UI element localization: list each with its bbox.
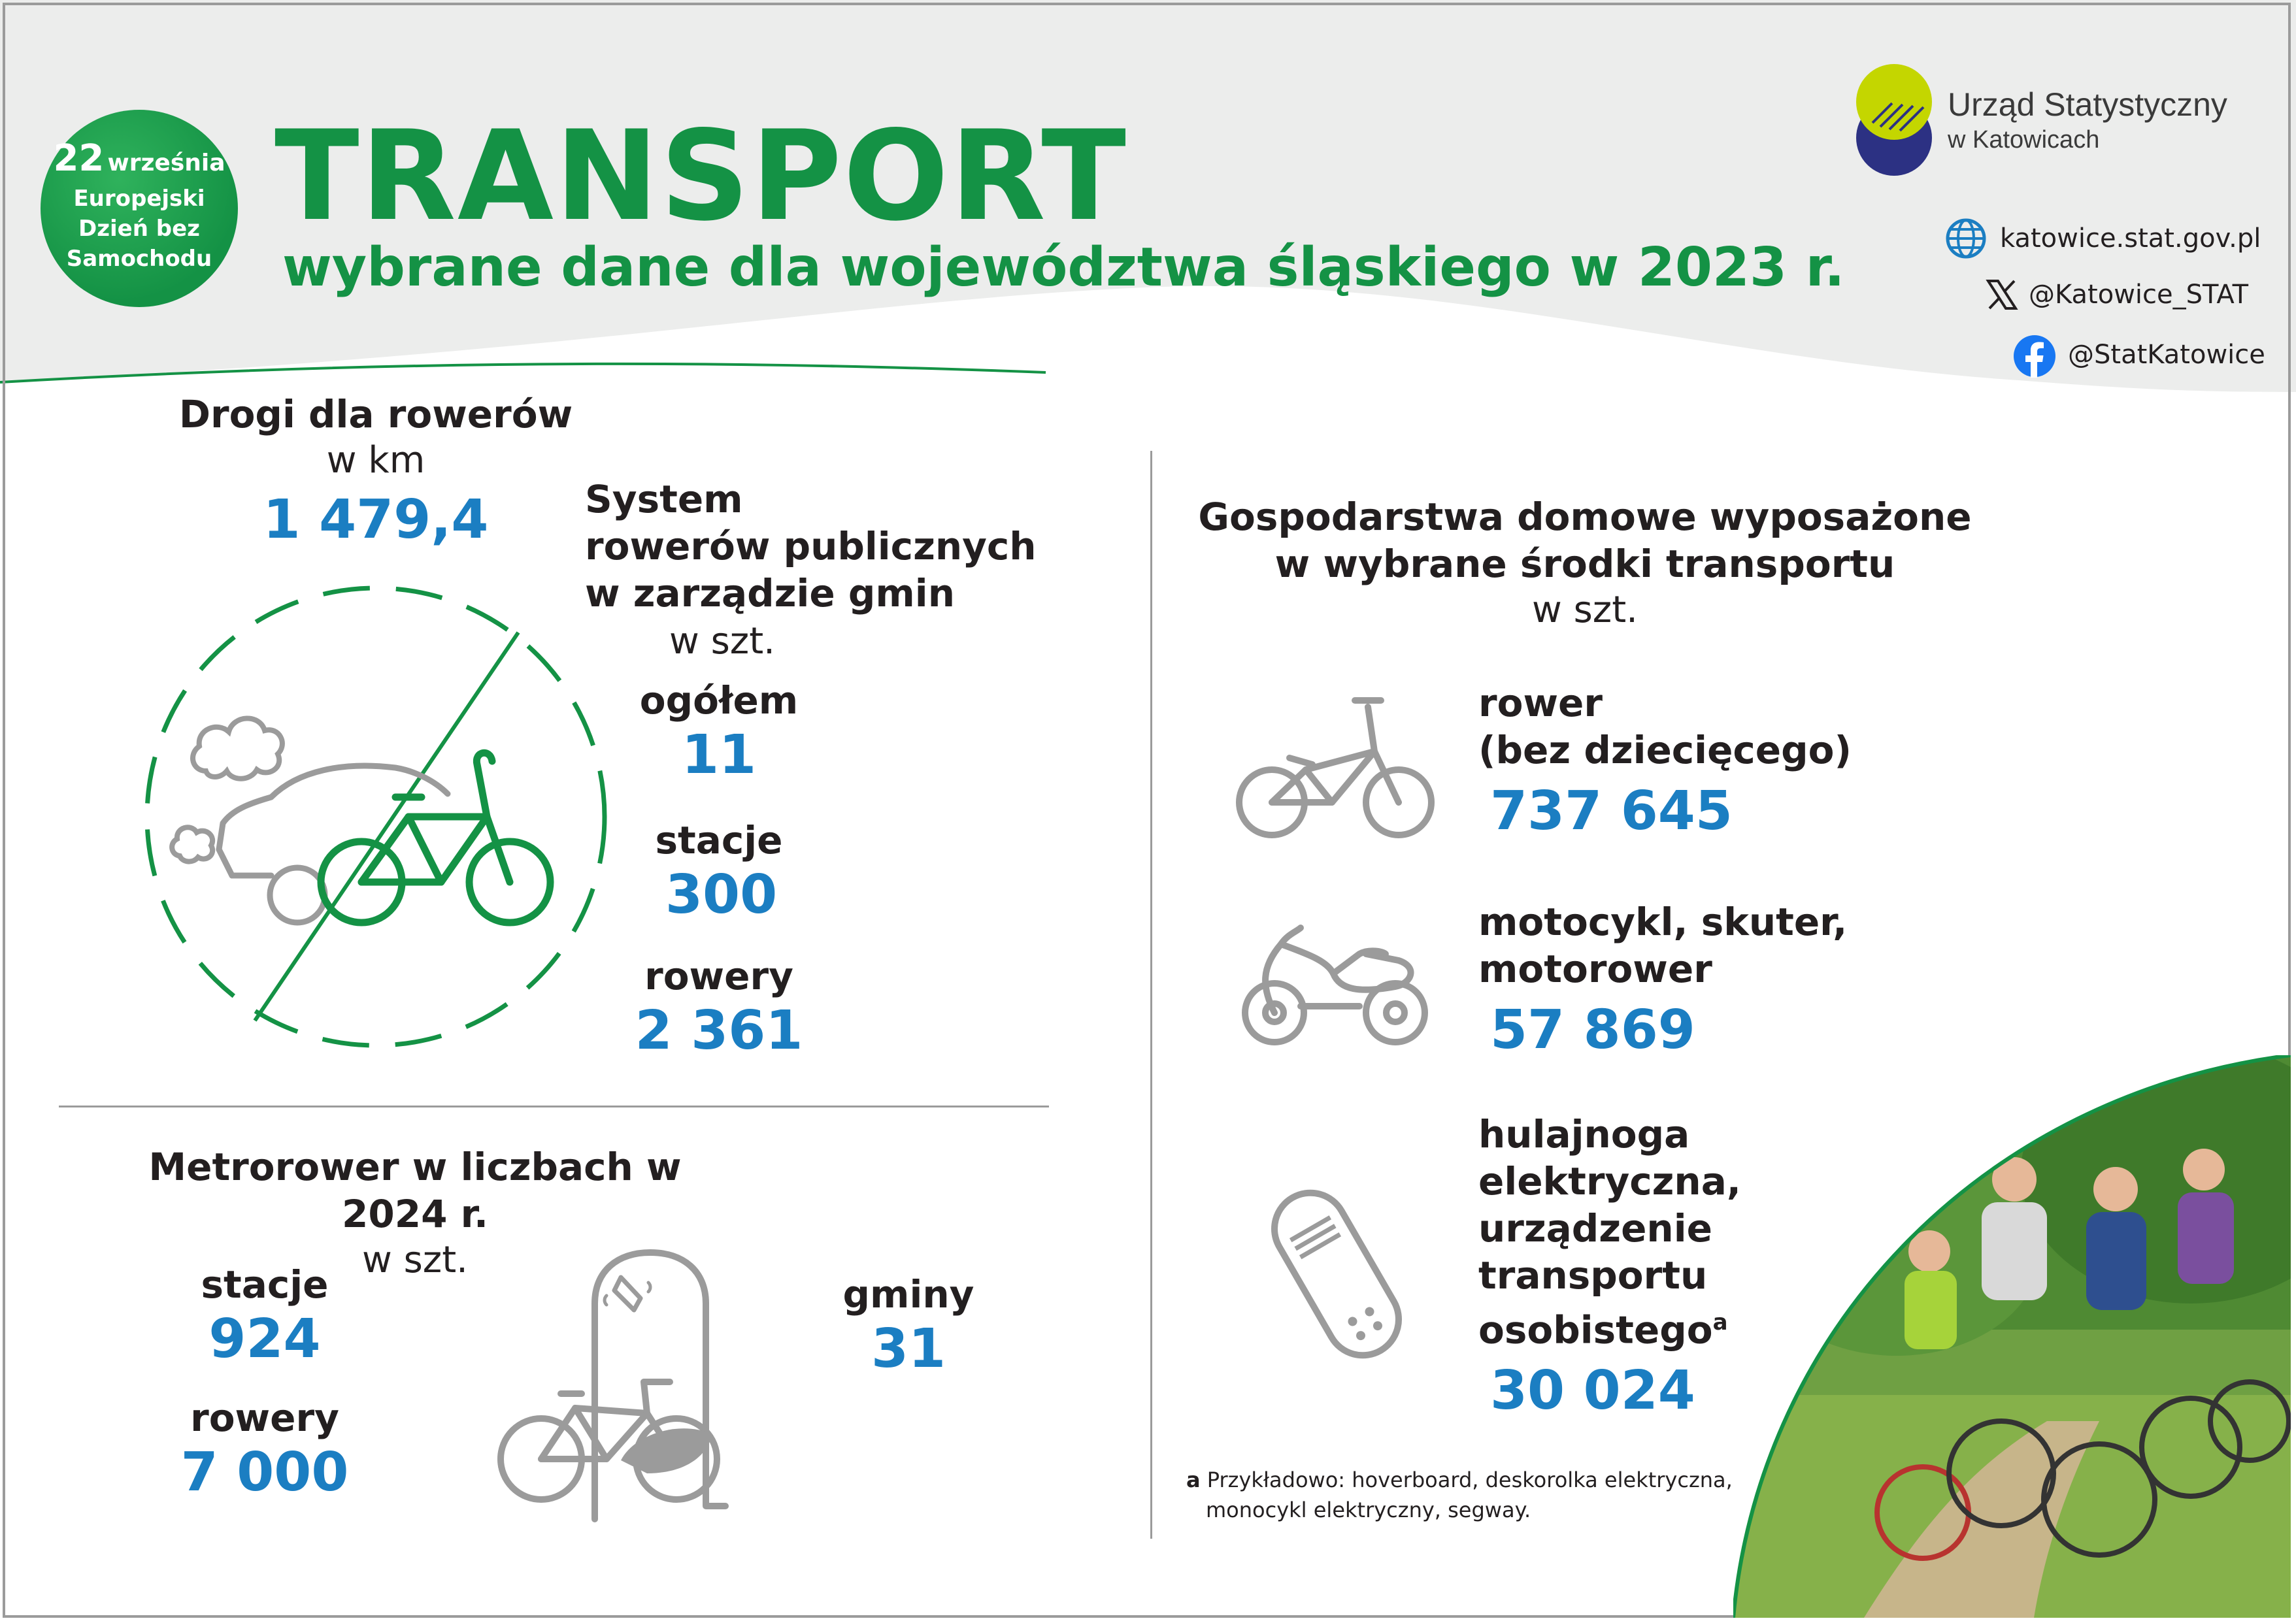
family-cycling-photo bbox=[1733, 1055, 2291, 1618]
footnote-line1-text: Przykładowo: hoverboard, deskorolka elektryczna, bbox=[1206, 1467, 1733, 1492]
households-title-line1: Gospodarstwa domowe wyposażone bbox=[1198, 495, 1972, 539]
scooter-label-line1: hulajnoga bbox=[1478, 1112, 1690, 1156]
bike-roads-title: Drogi dla rowerów bbox=[178, 392, 573, 436]
public-bikes-title-line2: rowerów publicznych bbox=[585, 524, 1037, 568]
public-bikes-stations-value: 300 bbox=[665, 864, 778, 926]
metrorower-bikes-label: rowery bbox=[190, 1396, 339, 1440]
public-bikes-title bbox=[585, 476, 1037, 617]
public-bikes-title-line1: System bbox=[585, 477, 743, 521]
metrorower-municipalities-value: 31 bbox=[871, 1318, 946, 1380]
public-bikes-bikes-value: 2 361 bbox=[635, 1000, 803, 1062]
household-item-motorcycle bbox=[1478, 898, 1847, 1062]
vertical-divider bbox=[1150, 451, 1152, 1539]
no-car-bike-illustration bbox=[134, 575, 618, 1058]
public-bikes-bikes-label: rowery bbox=[644, 954, 793, 998]
bicycle-label-line1: rower bbox=[1478, 681, 1603, 725]
badge-day: 22 bbox=[53, 137, 105, 180]
x-logo-icon[interactable] bbox=[1986, 278, 2018, 311]
household-item-scooter bbox=[1478, 1111, 1741, 1422]
footnote bbox=[1186, 1465, 1733, 1525]
metrorower-bikes bbox=[150, 1394, 379, 1504]
household-item-bicycle bbox=[1478, 680, 1852, 843]
scooter-label-line5-text: osobistego bbox=[1478, 1307, 1713, 1352]
metrorower-municipalities bbox=[797, 1271, 1020, 1381]
households-unit: w szt. bbox=[1532, 589, 1638, 631]
logo-name-line2: w Katowicach bbox=[1948, 126, 2100, 154]
footnote-line2: monocykl elektryczny, segway. bbox=[1206, 1498, 1531, 1522]
bike-roads-section bbox=[176, 391, 575, 551]
badge-line2: Europejski bbox=[73, 186, 205, 212]
public-bikes-bikes bbox=[588, 953, 850, 1062]
public-bikes-stations bbox=[588, 817, 850, 926]
page-title: TRANSPORT bbox=[275, 104, 1127, 248]
facebook-link[interactable]: @StatKatowice bbox=[2068, 340, 2265, 370]
metrorower-stations bbox=[150, 1261, 379, 1371]
badge-month: września bbox=[107, 150, 225, 176]
metrorower-municipalities-label: gminy bbox=[842, 1272, 974, 1317]
scooter-value: 30 024 bbox=[1490, 1360, 1695, 1422]
bike-roads-unit: w km bbox=[326, 439, 425, 482]
motorcycle-label-line1: motocykl, skuter, bbox=[1478, 900, 1848, 944]
metrorower-bikes-value: 7 000 bbox=[180, 1441, 349, 1503]
footnote-line1 bbox=[1186, 1465, 1733, 1495]
metrorower-stations-label: stacje bbox=[201, 1262, 329, 1307]
scooter-label-line2: elektryczna, bbox=[1478, 1159, 1741, 1204]
metrorower-unit: w szt. bbox=[362, 1239, 468, 1281]
public-bikes-total-label: ogółem bbox=[639, 678, 799, 723]
bike-roads-value: 1 479,4 bbox=[263, 489, 489, 551]
facebook-icon[interactable] bbox=[2013, 335, 2056, 378]
bicycle-value: 737 645 bbox=[1490, 780, 1733, 842]
scooter-label-line3: urządzenie bbox=[1478, 1206, 1712, 1251]
public-bikes-stations-label: stacje bbox=[655, 818, 783, 862]
skateboard-icon bbox=[1252, 1176, 1422, 1372]
public-bikes-total bbox=[588, 677, 850, 787]
public-bikes-title-line3: w zarządzie gmin bbox=[585, 571, 955, 615]
badge-line3: Dzień bez bbox=[78, 216, 200, 242]
scooter-label-line5 bbox=[1478, 1299, 1741, 1353]
badge-line4: Samochodu bbox=[66, 246, 212, 272]
gus-logo-icon bbox=[1853, 64, 1935, 179]
households-title-block bbox=[1163, 493, 2006, 633]
globe-icon[interactable] bbox=[1945, 218, 1987, 259]
motorcycle-value: 57 869 bbox=[1490, 999, 1695, 1061]
page-subtitle: wybrane dane dla województwa śląskiego w 2023 r. bbox=[282, 237, 1845, 299]
horizontal-divider bbox=[59, 1106, 1049, 1107]
x-handle-link[interactable]: @Katowice_STAT bbox=[2029, 280, 2249, 310]
footnote-marker-sup: a bbox=[1712, 1309, 1728, 1336]
public-bikes-unit: w szt. bbox=[669, 620, 775, 663]
logo-name-line1: Urząd Statystyczny bbox=[1948, 86, 2227, 123]
event-badge bbox=[41, 110, 238, 307]
footnote-marker: a bbox=[1186, 1467, 1201, 1492]
metrorower-stations-value: 924 bbox=[208, 1308, 321, 1370]
bicycle-icon bbox=[1234, 693, 1440, 843]
bike-station-icon bbox=[484, 1245, 745, 1526]
motorcycle-icon bbox=[1235, 915, 1438, 1052]
metrorower-title: Metrorower w liczbach w 2024 r. bbox=[148, 1145, 682, 1236]
motorcycle-label-line2: motorower bbox=[1478, 947, 1712, 991]
website-link[interactable]: katowice.stat.gov.pl bbox=[2000, 223, 2261, 254]
public-bikes-total-value: 11 bbox=[681, 724, 757, 786]
scooter-label-line4: transportu bbox=[1478, 1253, 1708, 1298]
bicycle-label-line2: (bez dziecięcego) bbox=[1478, 728, 1852, 772]
households-title-line2: w wybrane środki transportu bbox=[1274, 542, 1895, 586]
